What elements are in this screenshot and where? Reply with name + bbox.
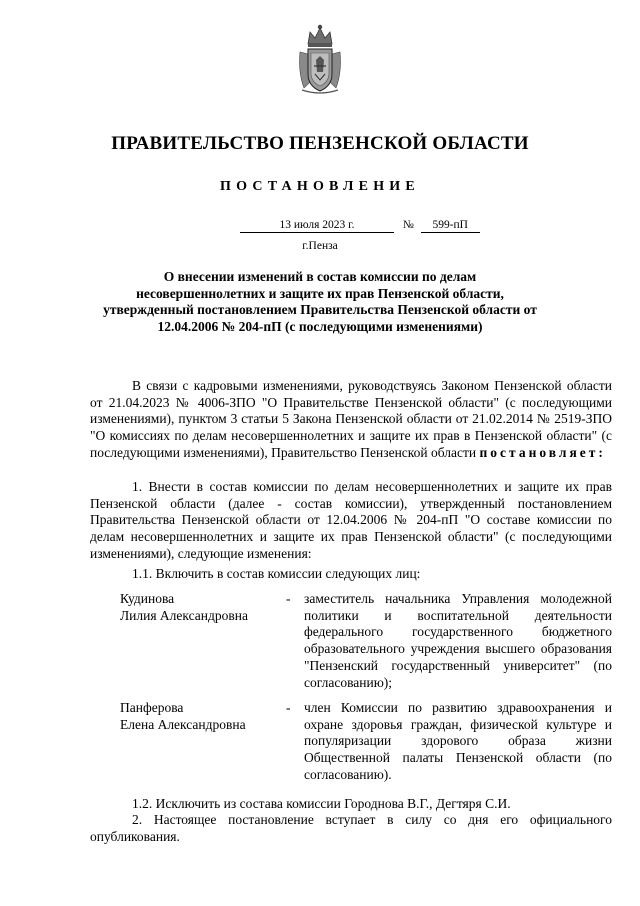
penza-coat-of-arms-icon (296, 22, 344, 96)
member-surname: Панферова (120, 700, 184, 715)
government-title: ПРАВИТЕЛЬСТВО ПЕНЗЕНСКОЙ ОБЛАСТИ (111, 133, 529, 154)
document-number: 599-пП (421, 219, 480, 233)
coat-of-arms-emblem (296, 22, 344, 96)
item-1-2-paragraph: 1.2. Исключить из состава комиссии Городнова В.Г., Дегтяря С.И. (132, 796, 511, 811)
member-description: заместитель начальника Управления молодежной политики и воспитательной деятельности федерального государственного бюджетного образовательного учреждения высшего образования "Пензенский государственный университет" (по согласованию); (304, 591, 612, 690)
preamble-text: В связи с кадровыми изменениями, руководствуясь Законом Пензенской области от 21.04.2023 № 4006-ЗПО "О Правительстве Пензенской области" (с последующими изменениями), пунктом 3 статьи 5 Закона Пензенской области от 21.02.2014 № 2519-ЗПО "О комиссиях по делам несовершеннолетних и защите их прав в Пензенской области" (с последующими изменениями), Правительство Пензенской области (90, 378, 612, 460)
member-given-names: Лилия Александровна (120, 607, 248, 623)
member-dash: - (286, 700, 291, 715)
document-date: 13 июля 2023 г. (240, 219, 394, 233)
document-type: ПОСТАНОВЛЕНИЕ (220, 179, 420, 194)
item-2-paragraph: 2. Настоящее постановление вступает в силу со дня его официального опубликования. (90, 812, 612, 844)
member-surname: Кудинова (120, 591, 175, 606)
item-1-paragraph: 1. Внести в состав комиссии по делам несовершеннолетних и защите их прав Пензенской области (далее - состав комиссии), утвержденный постановлением Правительства Пензенской области от 12.04.2006 № 204-пП "О составе комиссии по делам несовершеннолетних и защите их прав Пензенской области" (с последующими изменениями), следующие изменения: (90, 479, 612, 561)
member-description: член Комиссии по развитию здравоохранения и охране здоровья граждан, физической культуре и популяризации здорового образа жизни Общественной палаты Пензенской области (по согласованию). (304, 700, 612, 782)
document-heading: О внесении изменений в состав комиссии по делам несовершеннолетних и защите их прав Пензенской области, утвержденный постановлением Правительства Пензенской области от 12.04.2006 № 204-пП (с последующими изменениями) (103, 269, 537, 334)
city: г.Пенза (302, 240, 338, 252)
member-name (120, 591, 290, 624)
member-name (120, 700, 290, 733)
number-sign: № (402, 219, 414, 231)
preamble-verb: постановляет: (479, 444, 606, 460)
member-dash: - (286, 591, 291, 606)
preamble-paragraph (90, 378, 612, 462)
date-number-line (240, 219, 480, 233)
item-1-1-paragraph: 1.1. Включить в состав комиссии следующих лиц: (132, 566, 421, 581)
member-given-names: Елена Александровна (120, 716, 246, 732)
